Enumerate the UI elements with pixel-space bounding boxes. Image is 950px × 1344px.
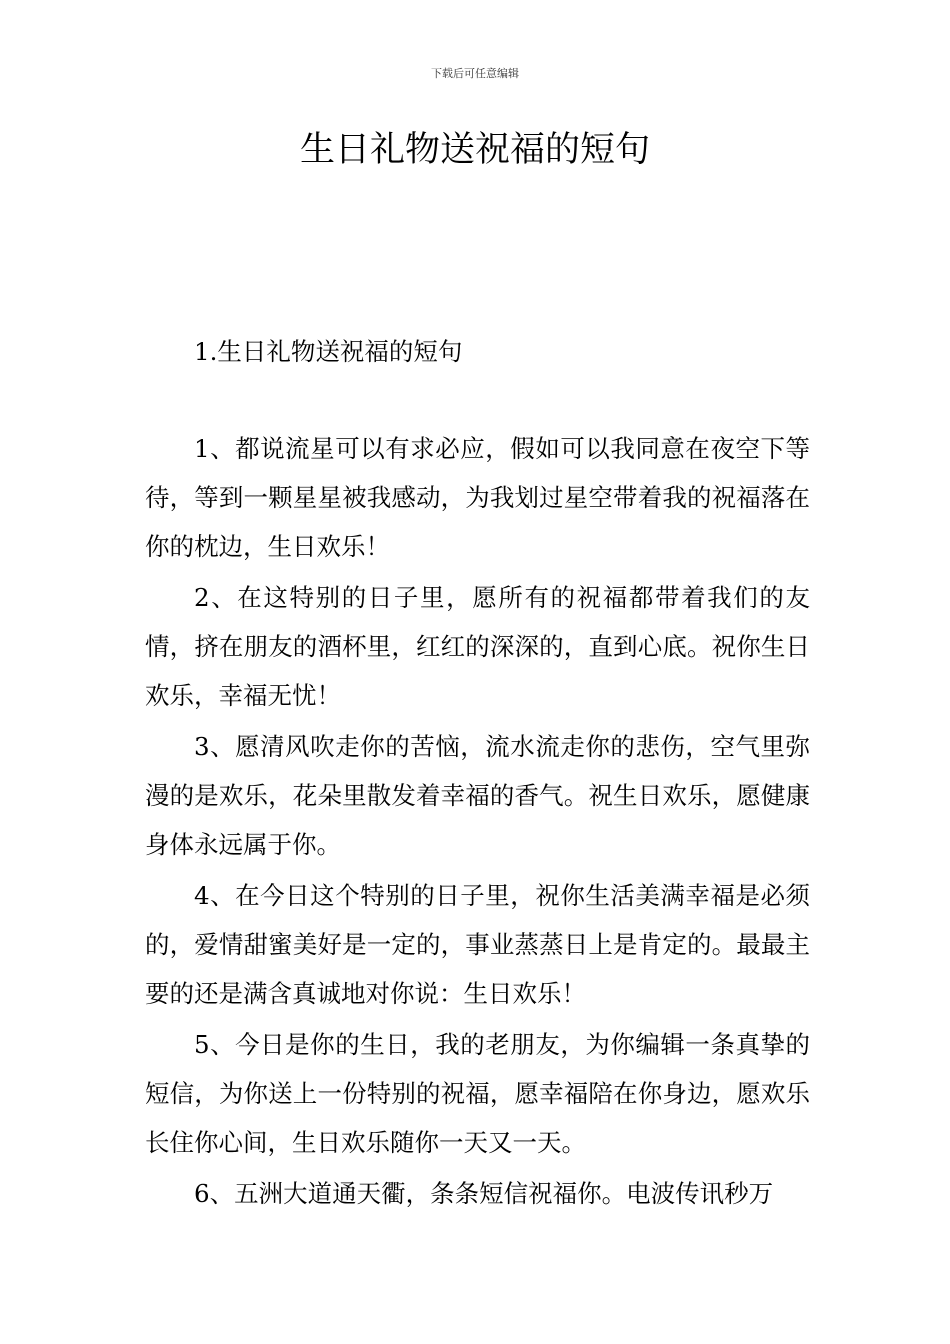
section-heading: 1.生日礼物送祝福的短句 — [194, 337, 463, 366]
blessing-item: 1、都说流星可以有求必应，假如可以我同意在夜空下等待，等到一颗星星被我感动，为我划过星空带着我的祝福落在你的枕边，生日欢乐！ — [145, 434, 810, 561]
blessing-item: 3、愿清风吹走你的苦恼，流水流走你的悲伤，空气里弥漫的是欢乐，花朵里散发着幸福的香气。祝生日欢乐，愿健康身体永远属于你。 — [145, 732, 810, 859]
blessing-list — [145, 424, 810, 1220]
blessing-item: 2、在这特别的日子里，愿所有的祝福都带着我们的友情，挤在朋友的酒杯里，红红的深深的，直到心底。祝你生日欢乐，幸福无忧！ — [145, 583, 810, 710]
blessing-item: 5、今日是你的生日，我的老朋友，为你编辑一条真挚的短信，为你送上一份特别的祝福，愿幸福陪在你身边，愿欢乐长住你心间，生日欢乐随你一天又一天。 — [145, 1030, 810, 1157]
blessing-item: 4、在今日这个特别的日子里，祝你生活美满幸福是必须的，爱情甜蜜美好是一定的，事业蒸蒸日上是肯定的。最最主要的还是满含真诚地对你说：生日欢乐！ — [145, 881, 810, 1008]
header-note: 下载后可任意编辑 — [431, 67, 519, 80]
blessing-item: 6、五洲大道通天衢，条条短信祝福你。电波传讯秒万 — [194, 1179, 774, 1208]
document-title: 生日礼物送祝福的短句 — [299, 130, 650, 170]
